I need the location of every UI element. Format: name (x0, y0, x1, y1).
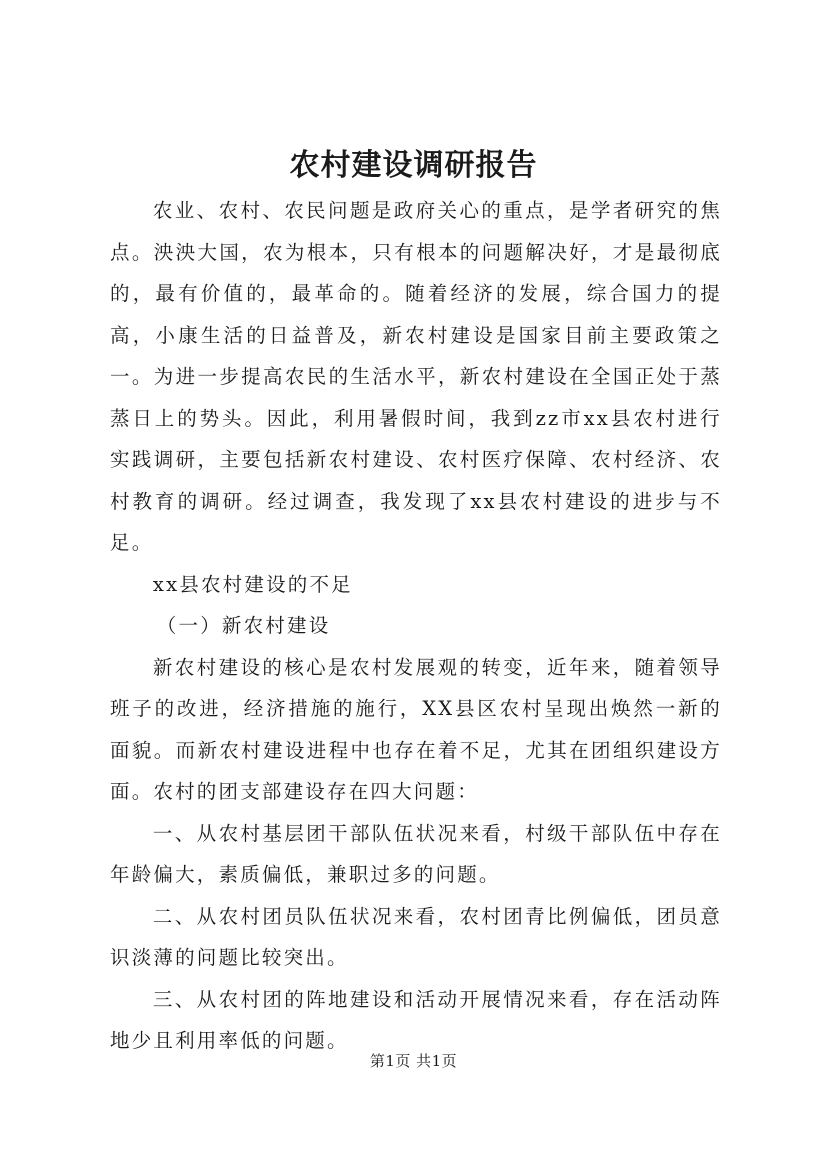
paragraph-problem-1: 一、从农村基层团干部队伍状况来看，村级干部队伍中存在年龄偏大，素质偏低，兼职过多的问题。 (110, 821, 722, 886)
document-body (110, 190, 722, 1062)
paragraph-new-rural-construction: 新农村建设的核心是农村发展观的转变，近年来，随着领导班子的改进，经济措施的施行，XX县区农村呈现出焕然一新的面貌。而新农村建设进程中也存在着不足，尤其在团组织建设方面。农村的团支部建设存在四大问题： (110, 655, 722, 803)
subsection-heading: （一）新农村建设 (156, 614, 331, 637)
paragraph-intro: 农业、农村、农民问题是政府关心的重点，是学者研究的焦点。泱泱大国，农为根本，只有根本的问题解决好，才是最彻底的，最有价值的，最革命的。随着经济的发展，综合国力的提高，小康生活的日益普及，新农村建设是国家目前主要政策之一。为进一步提高农民的生活水平，新农村建设在全国正处于蒸蒸日上的势头。因此，利用暑假时间，我到zz市xx县农村进行实践调研，主要包括新农村建设、农村医疗保障、农村经济、农村教育的调研。经过调查，我发现了xx县农村建设的进步与不足。 (110, 199, 722, 554)
paragraph-problem-2: 二、从农村团员队伍状况来看，农村团青比例偏低，团员意识淡薄的问题比较突出。 (110, 904, 722, 969)
page-footer (0, 1051, 827, 1071)
paragraph-problem-3: 三、从农村团的阵地建设和活动开展情况来看，存在活动阵地少且利用率低的问题。 (110, 987, 722, 1052)
page-number-label: 第1页 共1页 (369, 1052, 458, 1070)
section-heading: xx县农村建设的不足 (152, 572, 353, 596)
document-title: 农村建设调研报告 (289, 148, 538, 183)
